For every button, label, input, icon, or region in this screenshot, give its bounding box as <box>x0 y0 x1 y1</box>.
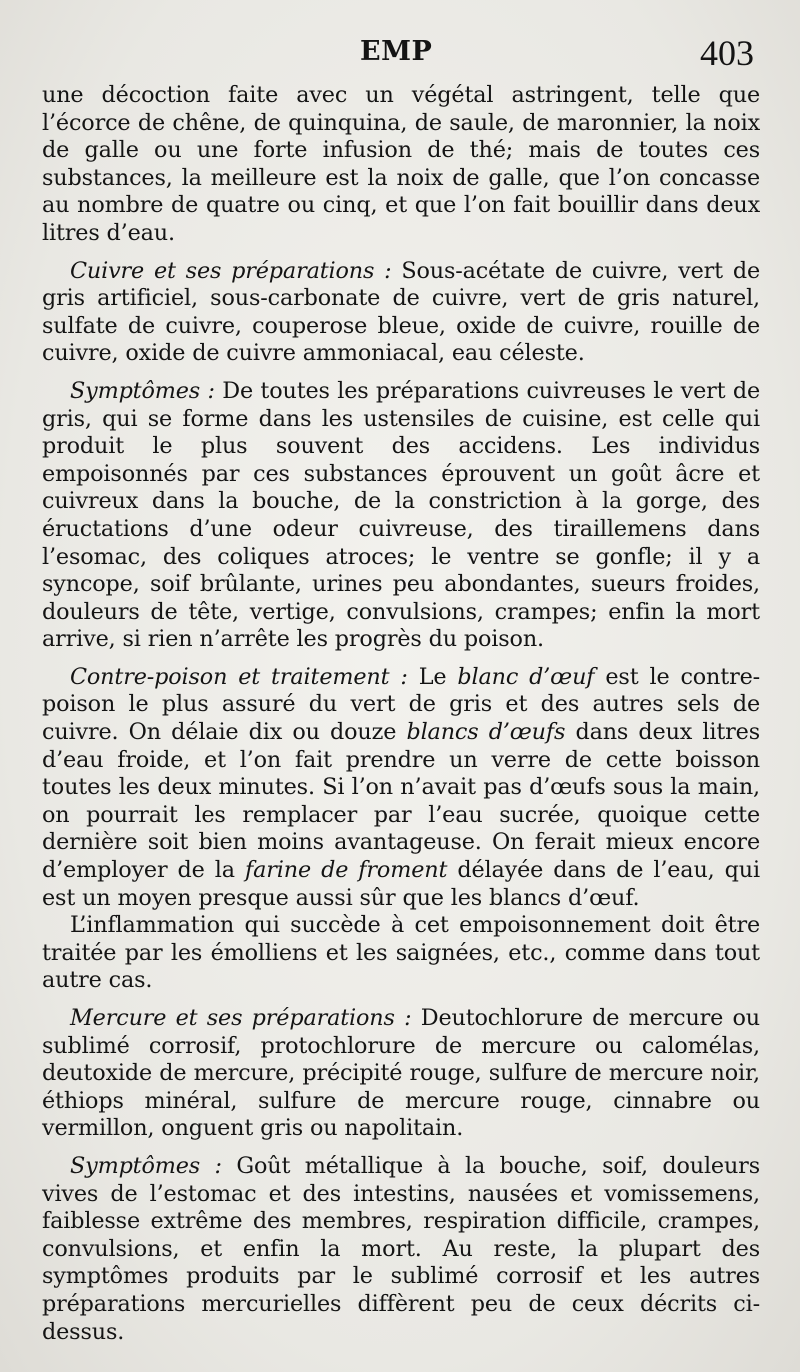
page-header <box>0 33 800 76</box>
paragraph-copper-antidote <box>42 664 760 912</box>
section-heading: Symptômes : <box>70 1152 222 1179</box>
running-head: EMP <box>360 36 433 67</box>
paragraph-mercury-symptoms <box>42 1153 760 1346</box>
paragraph-copper-preparations <box>42 258 760 368</box>
paragraph-text: une décoction faite avec un végétal astringent, telle que l’écorce de chêne, de quinquina, de saule, de maronnier, la noix de galle ou une forte infusion de thé; mais de toutes ces substances, la meilleure est la noix de galle, que l’on concasse au nombre de quatre ou cinq, et que l’on fait bouillir dans deux litres d’eau. <box>42 82 760 246</box>
paragraph-inflammation <box>42 912 760 995</box>
section-heading: Cuivre et ses préparations : <box>70 257 392 284</box>
paragraph-text: De toutes les préparations cuivreuses le vert de gris, qui se forme dans les ustensiles de cuisine, est celle qui produit le plus souvent des accidens. Les individus empoisonnés par ces substances éprouvent un goût âcre et cuivreux dans la bouche, de la constriction à la gorge, des éructations d’une odeur cuivreuse, des tiraillemens dans l’esomac, des coliques atroces; le ventre se gonfle; il y a syncope, soif brûlante, urines peu abondantes, sueurs froides, douleurs de tête, vertige, convulsions, crampes; enfin la mort arrive, si rien n’arrête les progrès du poison. <box>42 377 760 653</box>
section-heading: Mercure et ses préparations : <box>70 1005 412 1031</box>
paragraph-text: L’inflammation qui succède à cet empoisonnement doit être traitée par les émolliens et les saignées, etc., comme dans tout autre cas. <box>42 912 760 994</box>
paragraph-text: délayée dans de l’eau, qui est un moyen presque aussi sûr que les blancs d’œuf. <box>42 857 760 911</box>
paragraph-text: dans deux litres d’eau froide, et l’on fait prendre un verre de cette boisson toutes les deux minutes. Si l’on n’avait pas d’œufs sous la main, on pourrait les remplacer par l’eau sucrée, quoique cette dernière soit bien moins avantageuse. On ferait mieux encore d’employer de la <box>42 719 760 884</box>
paragraph-text: Sous-acétate de cuivre, vert de gris artificiel, sous-carbonate de cuivre, vert de gris naturel, sulfate de cuivre, couperose bleue, oxide de cuivre, rouille de cuivre, oxide de cuivre ammoniacal, eau céleste. <box>42 257 760 367</box>
italic-term: farine de froment <box>245 857 448 884</box>
section-heading: Symptômes : <box>70 377 215 404</box>
body-text <box>42 82 760 1346</box>
paragraph-copper-symptoms <box>42 378 760 654</box>
paragraph-astringent-decoction <box>42 82 760 248</box>
paragraph-text: est le contre-poison le plus assuré du vert de gris et des autres sels de cuivre. On délaie dix ou douze <box>42 663 761 746</box>
page-number: 403 <box>700 33 754 73</box>
section-heading: Contre-poison et traitement : <box>70 663 408 690</box>
paragraph-text: Le <box>407 663 458 690</box>
paragraph-text: Goût métallique à la bouche, soif, douleurs vives de l’estomac et des intestins, nausées et vomissemens, faiblesse extrême des membres, respiration difficile, crampes, convulsions, et enfin la mort. Au reste, la plupart des symptômes produits par le sublimé corrosif et les autres préparations mercurielles diffèrent peu de ceux décrits ci-dessus. <box>42 1152 760 1345</box>
paragraph-mercury-preparations <box>42 1005 760 1143</box>
italic-term: blanc d’œuf <box>457 663 595 690</box>
italic-term: blancs d’œufs <box>406 719 566 746</box>
paragraph-text: Deutochlorure de mercure ou sublimé corrosif, protochlorure de mercure ou calomélas, deutoxide de mercure, précipité rouge, sulfure de mercure noir, éthiops minéral, sulfure de mercure rouge, cinnabre ou vermillon, onguent gris ou napolitain. <box>42 1005 760 1142</box>
